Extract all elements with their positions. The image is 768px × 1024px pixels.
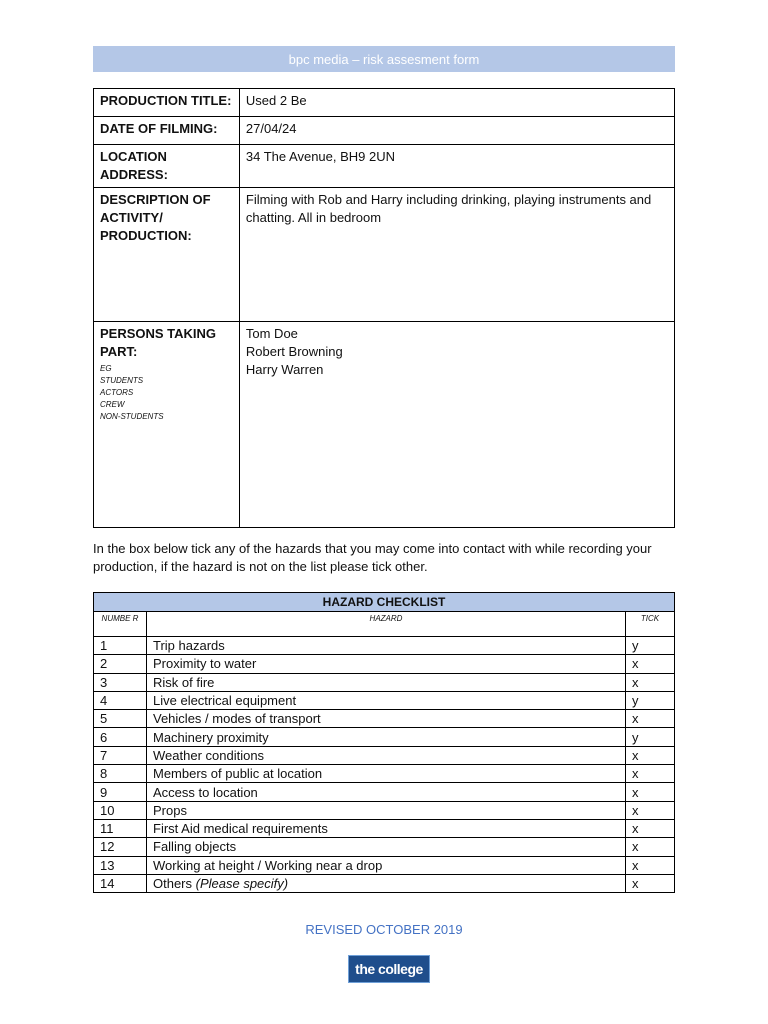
hazard-name <box>147 783 626 801</box>
hazard-tick: x <box>626 655 675 673</box>
hazard-name-text: Access to location <box>153 784 258 800</box>
hazard-name <box>147 691 626 709</box>
persons-value-cell <box>239 322 674 528</box>
hazard-number: 12 <box>94 838 147 856</box>
hazard-number: 3 <box>94 673 147 691</box>
persons-hint-item: CREW <box>100 400 125 409</box>
hazard-name-text: First Aid medical requirements <box>153 821 328 837</box>
hazard-name-text: Trip hazards <box>153 638 225 654</box>
location-value: 34 The Avenue, BH9 2UN <box>239 145 674 188</box>
persons-label-cell <box>94 322 240 528</box>
hazard-tick: x <box>626 838 675 856</box>
hazard-name <box>147 819 626 837</box>
hazard-row <box>94 874 675 892</box>
hazard-number: 4 <box>94 691 147 709</box>
hazard-checklist-table <box>93 592 675 893</box>
hazard-number: 2 <box>94 655 147 673</box>
hazard-tick: x <box>626 874 675 892</box>
hazard-row <box>94 673 675 691</box>
hazard-name <box>147 637 626 655</box>
hazard-name-text: Live electrical equipment <box>153 693 297 709</box>
hazard-row <box>94 746 675 764</box>
hazard-name <box>147 765 626 783</box>
person-name: Robert Browning <box>245 344 343 359</box>
date-value: 27/04/24 <box>239 117 674 145</box>
production-title-value: Used 2 Be <box>239 89 674 117</box>
description-label: DESCRIPTION OF ACTIVITY/ PRODUCTION: <box>94 188 240 322</box>
description-value: Filming with Rob and Harry including drinking, playing instruments and chatting. All in bedroom <box>239 188 674 322</box>
hazard-tick: x <box>626 673 675 691</box>
college-logo <box>348 955 430 983</box>
hazard-number: 14 <box>94 874 147 892</box>
hazard-tick: y <box>626 691 675 709</box>
form-title: bpc media – risk assesment form <box>288 51 480 67</box>
hazard-number: 6 <box>94 728 147 746</box>
hazard-name <box>147 655 626 673</box>
hazard-name <box>147 728 626 746</box>
hazard-number: 11 <box>94 819 147 837</box>
hazard-number: 10 <box>94 801 147 819</box>
hazard-tick: y <box>626 637 675 655</box>
hazard-checklist-title: HAZARD CHECKLIST <box>94 593 675 612</box>
hazard-row <box>94 856 675 874</box>
persons-hint-item: STUDENTS <box>100 376 144 385</box>
hazard-row <box>94 783 675 801</box>
production-info-table <box>93 88 675 528</box>
hazard-name-text: Proximity to water <box>153 656 257 672</box>
revised-date: REVISED OCTOBER 2019 <box>305 922 463 937</box>
hazard-row <box>94 637 675 655</box>
hazard-tick: y <box>626 728 675 746</box>
person-name: Harry Warren <box>245 362 324 377</box>
hazard-tick: x <box>626 765 675 783</box>
hazard-number: 5 <box>94 710 147 728</box>
form-title-bar <box>93 46 675 72</box>
intro-text: In the box below tick any of the hazards that you may come into contact with while recording your production, if the hazard is not on the list please tick other. <box>93 541 652 574</box>
hazard-name <box>147 673 626 691</box>
hazard-name-text: Props <box>153 802 187 818</box>
column-header-hazard: HAZARD <box>147 612 626 637</box>
hazard-name <box>147 856 626 874</box>
hazard-row <box>94 801 675 819</box>
hazard-tick: x <box>626 710 675 728</box>
column-header-number: NUMBE R <box>94 612 147 637</box>
hazard-name-text: Members of public at location <box>153 766 323 782</box>
hazard-number: 7 <box>94 746 147 764</box>
hazard-name <box>147 710 626 728</box>
hazard-number: 13 <box>94 856 147 874</box>
persons-hint-item: NON-STUDENTS <box>100 412 164 421</box>
persons-hint-item: EG <box>100 364 112 373</box>
column-header-tick: TICK <box>626 612 675 637</box>
hazard-name-text: Machinery proximity <box>153 729 269 745</box>
hazard-name <box>147 746 626 764</box>
hazard-row <box>94 838 675 856</box>
hazard-name-text: Vehicles / modes of transport <box>153 711 321 727</box>
hazard-name <box>147 838 626 856</box>
hazard-tick: x <box>626 819 675 837</box>
hazard-number: 1 <box>94 637 147 655</box>
hazard-name <box>147 801 626 819</box>
hazard-row <box>94 710 675 728</box>
persons-hint-list <box>100 363 233 423</box>
hazard-tick: x <box>626 746 675 764</box>
production-title-label: PRODUCTION TITLE: <box>94 89 240 117</box>
hazard-number: 8 <box>94 765 147 783</box>
hazard-tick: x <box>626 783 675 801</box>
hazard-name <box>147 874 626 892</box>
hazard-row <box>94 691 675 709</box>
hazard-name-text: Risk of fire <box>153 674 215 690</box>
hazard-tick: x <box>626 856 675 874</box>
hazard-number: 9 <box>94 783 147 801</box>
hazard-name-text: Working at height / Working near a drop <box>153 857 383 873</box>
date-label: DATE OF FILMING: <box>94 117 240 145</box>
hazard-tick: x <box>626 801 675 819</box>
hazard-name-text: Others <box>153 876 193 891</box>
location-label: LOCATION ADDRESS: <box>94 145 240 188</box>
persons-hint-item: ACTORS <box>100 388 134 397</box>
hazard-row <box>94 765 675 783</box>
person-name: Tom Doe <box>245 326 298 341</box>
hazard-row <box>94 728 675 746</box>
persons-label: PERSONS TAKING PART: <box>100 326 217 359</box>
hazard-row <box>94 655 675 673</box>
college-logo-text: the college <box>355 961 423 977</box>
hazard-name-text: Falling objects <box>153 839 237 855</box>
hazard-note: (Please specify) <box>195 876 289 891</box>
hazard-name-text: Weather conditions <box>153 747 265 763</box>
hazard-row <box>94 819 675 837</box>
